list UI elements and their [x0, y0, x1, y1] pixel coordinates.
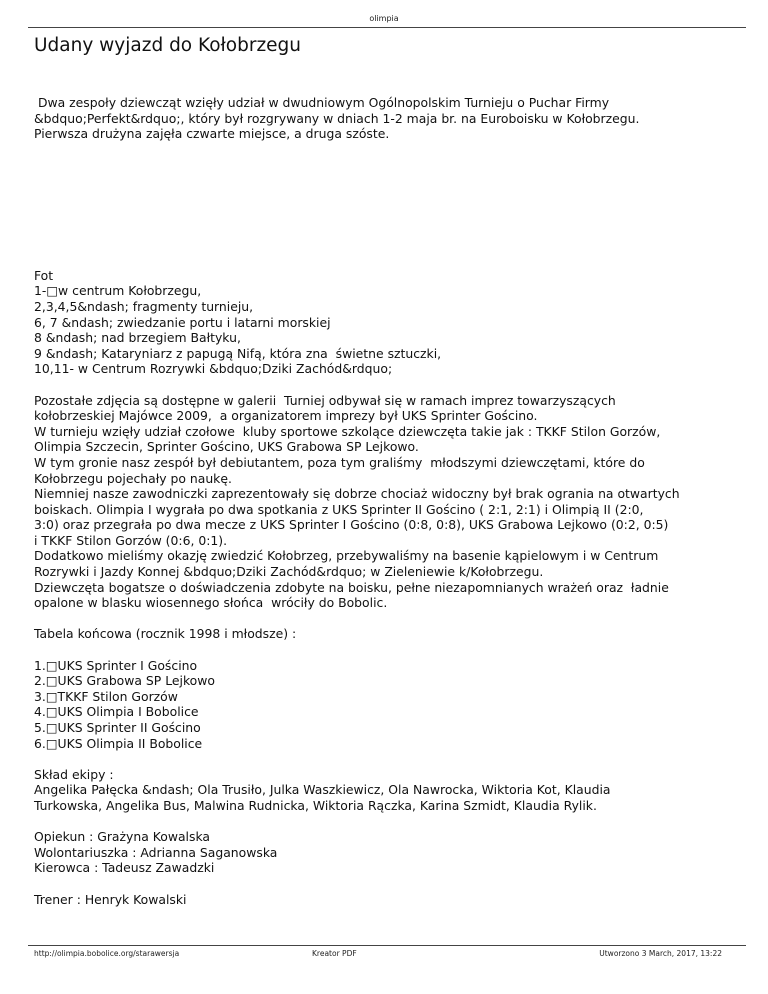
body-line: Olimpia Szczecin, Sprinter Gościno, UKS Grabowa SP Lejkowo.: [34, 439, 419, 455]
site-label: olimpia: [369, 14, 399, 23]
body-line: W turnieju wzięły udział czołowe kluby sportowe szkolące dziewczęta takie jak : TKKF Stilon Gorzów,: [34, 423, 661, 439]
spacer: [34, 642, 740, 658]
staff-line: Wolontariuszka : Adrianna Saganowska: [34, 844, 278, 860]
caption-line: Fot: [34, 267, 54, 283]
intro-line: &bdquo;Perfekt&rdquo;, który był rozgrywany w dniach 1-2 maja br. na Euroboisku w Kołobrzegu.: [34, 110, 640, 126]
team-line: Turkowska, Angelika Bus, Malwina Rudnicka, Wiktoria Rączka, Karina Szmidt, Klaudia Rylik.: [34, 797, 597, 813]
photo-captions: [34, 268, 740, 377]
coach-line: Trener : Henryk Kowalski: [34, 891, 187, 907]
caption-line: 9 &ndash; Kataryniarz z papugą Nifą, która zna świetne sztuczki,: [34, 345, 442, 361]
body-line: Pozostałe zdjęcia są dostępne w galerii Turniej odbywał się w ramach imprez towarzyszących: [34, 392, 616, 408]
footer-created-date: Utworzono 3 March, 2017, 13:22: [599, 949, 722, 958]
standings-item: 2.□UKS Grabowa SP Lejkowo: [34, 673, 215, 689]
caption-line: 2,3,4,5&ndash; fragmenty turnieju,: [34, 298, 254, 314]
spacer: [34, 611, 740, 627]
team-roster: [34, 767, 740, 814]
intro-line: Dwa zespoły dziewcząt wzięły udział w dwudniowym Ogólnopolskim Turnieju o Puchar Firmy: [34, 95, 610, 110]
team-line: Skład ekipy :: [34, 766, 114, 782]
body-line: Dziewczęta bogatsze o doświadczenia zdobyte na boisku, pełne niezapomnianych wrażeń oraz ładnie: [34, 579, 669, 595]
article-title: Udany wyjazd do Kołobrzegu: [34, 35, 302, 56]
caption-line: 10,11- w Centrum Rozrywki &bdquo;Dziki Zachód&rdquo;: [34, 361, 393, 377]
staff-list: [34, 829, 740, 876]
body-line: Dodatkowo mieliśmy okazję zwiedzić Kołobrzeg, przebywaliśmy na basenie kąpielowym i w Centrum: [34, 548, 659, 564]
spacer: [34, 751, 740, 767]
body-line: Kołobrzegu pojechały po naukę.: [34, 470, 232, 486]
body-line: opalone w blasku wiosennego słońca wróciły do Bobolic.: [34, 595, 388, 611]
standings-item: 6.□UKS Olimpia II Bobolice: [34, 735, 203, 751]
spacer: [34, 377, 740, 393]
standings-item: 4.□UKS Olimpia I Bobolice: [34, 704, 199, 720]
staff-line: Kierowca : Tadeusz Zawadzki: [34, 860, 215, 876]
body-line: Niemniej nasze zawodniczki zaprezentowały się dobrze chociaż widoczny był brak ogrania na otwartych: [34, 486, 680, 502]
footer-divider: [28, 945, 746, 946]
body-line: W tym gronie nasz zespół był debiutantem, poza tym graliśmy młodszymi dziewczętami, które do: [34, 454, 645, 470]
standings-list: [34, 658, 740, 752]
body-line: Rozrywki i Jazdy Konnej &bdquo;Dziki Zachód&rdquo; w Zieleniewie k/Kołobrzegu.: [34, 564, 544, 580]
team-line: Angelika Pałęcka &ndash; Ola Trusiło, Julka Waszkiewicz, Ola Nawrocka, Wiktoria Kot, Klaudia: [34, 782, 611, 798]
caption-line: 1-□w centrum Kołobrzegu,: [34, 283, 202, 299]
caption-line: 8 &ndash; nad brzegiem Bałtyku,: [34, 330, 241, 346]
standings-item: 3.□TKKF Stilon Gorzów: [34, 688, 178, 704]
caption-line: 6, 7 &ndash; zwiedzanie portu i latarni morskiej: [34, 314, 331, 330]
footer-creator: Kreator PDF: [312, 949, 357, 958]
body-line: kołobrzeskiej Majówce 2009, a organizatorem imprezy był UKS Sprinter Gościno.: [34, 408, 538, 424]
spacer: [34, 876, 740, 892]
intro-line: Pierwsza drużyna zajęła czwarte miejsce, a druga szóste.: [34, 126, 390, 142]
body-line: boiskach. Olimpia I wygrała po dwa spotkania z UKS Sprinter II Gościno ( 2:1, 2:1) i Olimpią II (2:0,: [34, 501, 644, 517]
photo-gallery-space: [34, 142, 740, 268]
standings-item: 5.□UKS Sprinter II Gościno: [34, 720, 201, 735]
table-title: Tabela końcowa (rocznik 1998 i młodsze) :: [34, 626, 297, 642]
body-line: i TKKF Stilon Gorzów (0:6, 0:1).: [34, 532, 228, 548]
spacer: [34, 814, 740, 830]
article-content: [34, 95, 740, 907]
staff-line: Opiekun : Grażyna Kowalska: [34, 829, 211, 845]
footer-url: http://olimpia.bobolice.org/starawersja: [34, 949, 180, 958]
header-divider: [28, 27, 746, 28]
standings-item: 1.□UKS Sprinter I Gościno: [34, 657, 198, 673]
body-line: 3:0) oraz przegrała po dwa mecze z UKS Sprinter I Gościno (0:8, 0:8), UKS Grabowa Lejkowo (0:2, 0:5): [34, 517, 669, 533]
body-paragraph: [34, 393, 740, 611]
intro-paragraph: [34, 95, 740, 142]
